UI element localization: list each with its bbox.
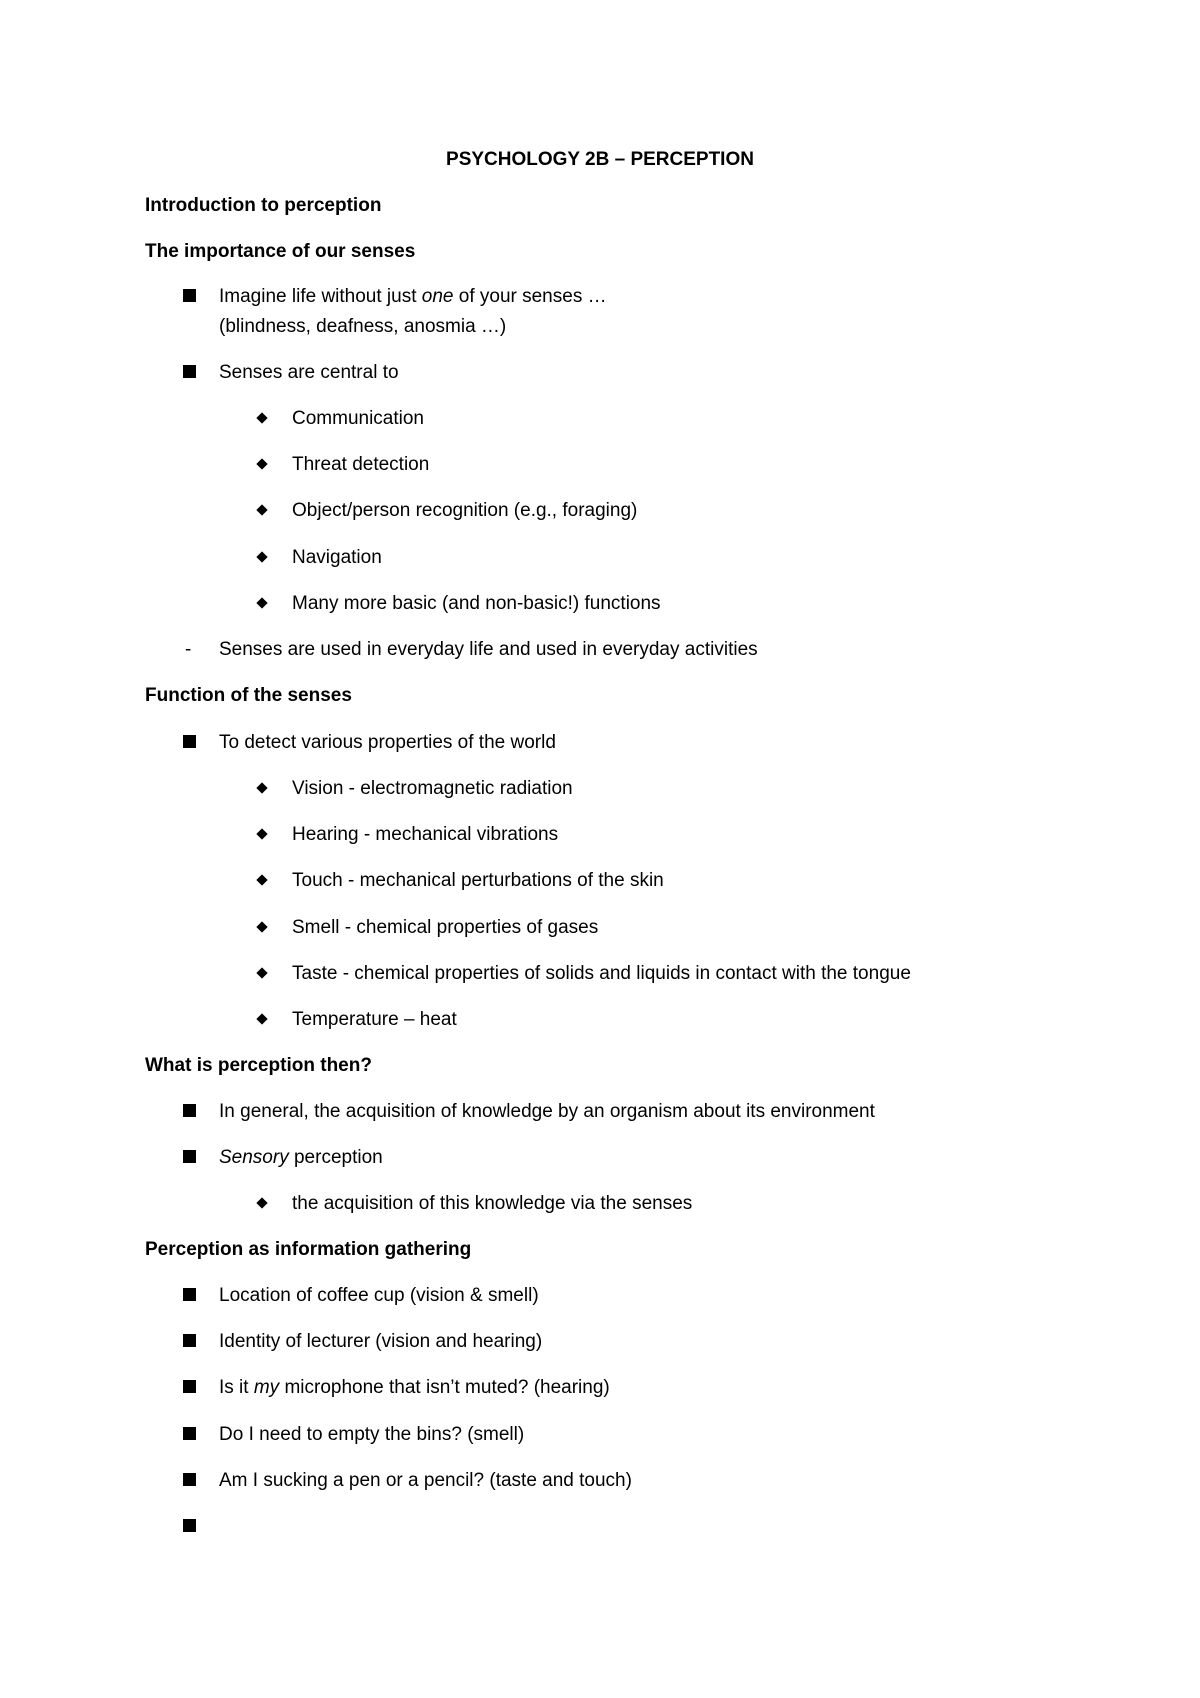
list-item-sensory bbox=[219, 1148, 383, 1167]
diamond-bullet bbox=[256, 921, 267, 932]
italic-text: my bbox=[253, 1377, 280, 1398]
sub-item-communication: Communication bbox=[292, 408, 424, 429]
list-item-coffee: Location of coffee cup (vision & smell) bbox=[219, 1285, 539, 1306]
document-title: PSYCHOLOGY 2B – PERCEPTION bbox=[446, 149, 754, 170]
diamond-bullet bbox=[256, 1197, 267, 1208]
text-run: microphone that isn’t muted? (hearing) bbox=[279, 1377, 610, 1398]
list-item-general: In general, the acquisition of knowledge by an organism about its environment bbox=[219, 1101, 875, 1122]
text-run: Is it bbox=[219, 1377, 254, 1398]
sub-item-vision: Vision - electromagnetic radiation bbox=[292, 778, 573, 799]
sub-item-navigation: Navigation bbox=[292, 547, 382, 568]
sub-item-more: Many more basic (and non-basic!) functions bbox=[292, 593, 661, 614]
heading-importance: The importance of our senses bbox=[145, 241, 416, 262]
sub-item-touch: Touch - mechanical perturbations of the skin bbox=[292, 870, 664, 891]
diamond-bullet bbox=[256, 412, 267, 423]
square-bullet bbox=[183, 1473, 196, 1486]
sub-item-hearing: Hearing - mechanical vibrations bbox=[292, 824, 559, 845]
square-bullet bbox=[183, 289, 196, 302]
square-bullet bbox=[183, 1334, 196, 1347]
square-bullet bbox=[183, 735, 196, 748]
heading-information-gathering: Perception as information gathering bbox=[145, 1239, 472, 1260]
heading-what-is-perception: What is perception then? bbox=[145, 1055, 372, 1076]
diamond-bullet bbox=[256, 967, 267, 978]
italic-text: Sensory bbox=[219, 1147, 289, 1168]
diamond-bullet bbox=[256, 458, 267, 469]
text-run: of your senses … bbox=[453, 286, 607, 307]
square-bullet-empty-item bbox=[183, 1519, 196, 1532]
square-bullet bbox=[183, 365, 196, 378]
list-item-imagine-line2: (blindness, deafness, anosmia …) bbox=[219, 316, 507, 337]
diamond-bullet bbox=[256, 782, 267, 793]
list-item-detect: To detect various properties of the world bbox=[219, 732, 556, 753]
list-item-imagine bbox=[219, 287, 607, 306]
list-item-central: Senses are central to bbox=[219, 362, 399, 383]
heading-introduction: Introduction to perception bbox=[145, 195, 382, 216]
diamond-bullet bbox=[256, 874, 267, 885]
sub-item-acquisition: the acquisition of this knowledge via the senses bbox=[292, 1193, 693, 1214]
list-item-bins: Do I need to empty the bins? (smell) bbox=[219, 1424, 525, 1445]
text-run: perception bbox=[288, 1147, 383, 1168]
list-item-lecturer: Identity of lecturer (vision and hearing) bbox=[219, 1331, 543, 1352]
dash-bullet: - bbox=[185, 639, 192, 660]
list-item-microphone bbox=[219, 1378, 610, 1397]
italic-text: one bbox=[421, 286, 454, 307]
sub-item-temperature: Temperature – heat bbox=[292, 1009, 457, 1030]
square-bullet bbox=[183, 1104, 196, 1117]
text-run: Imagine life without just bbox=[219, 286, 422, 307]
list-item-pen: Am I sucking a pen or a pencil? (taste and touch) bbox=[219, 1470, 632, 1491]
diamond-bullet bbox=[256, 504, 267, 515]
square-bullet bbox=[183, 1427, 196, 1440]
diamond-bullet bbox=[256, 1013, 267, 1024]
list-item-everyday: Senses are used in everyday life and used in everyday activities bbox=[219, 639, 758, 660]
sub-item-smell: Smell - chemical properties of gases bbox=[292, 917, 599, 938]
sub-item-recognition: Object/person recognition (e.g., foraging) bbox=[292, 500, 638, 521]
diamond-bullet bbox=[256, 828, 267, 839]
square-bullet bbox=[183, 1380, 196, 1393]
square-bullet bbox=[183, 1150, 196, 1163]
sub-item-taste: Taste - chemical properties of solids and liquids in contact with the tongue bbox=[292, 963, 911, 984]
square-bullet bbox=[183, 1288, 196, 1301]
diamond-bullet bbox=[256, 597, 267, 608]
sub-item-threat: Threat detection bbox=[292, 454, 430, 475]
diamond-bullet bbox=[256, 551, 267, 562]
heading-function: Function of the senses bbox=[145, 685, 352, 706]
